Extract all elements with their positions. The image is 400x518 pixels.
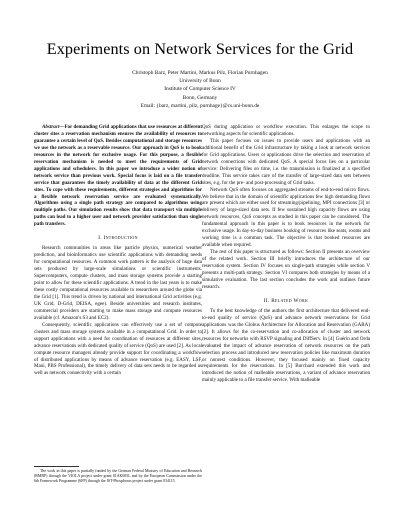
intro-paragraph-1: Research communities in areas like particle physics, numerical weather prediction, and bioinformatics use scientific applications with demanding needs for computational resources. A common work pattern is the analysis of huge data sets produced by large-scale simulations or scientific instruments. Supercomputers, compute clusters, and mass storage systems provide a starting point to allow for these scientific applications. A trend in the last years is to make these costly computational resources available to researchers around the globe via the Grid [1]. This trend is driven by national and international Grid activities (e.g. UK Grid, D-Grid, DEISA, egee). Beside universities and research institutes, commercial providers are starting to make mass storage and compute resources available (cf. Amazon's S3 and EC2). [34, 245, 202, 321]
paragraph-structure: The rest of this paper is structured as follows: Section II presents an overview of the related work. Section III briefly introduces the architecture of our reservation system. Section IV focuses on single-path strategies while section V presents a multi-path strategy. Section VI compares both strategies by means of a simulative evaluation. The last section concludes the work and outlines future research. [202, 249, 370, 290]
authors: Christoph Barz, Peter Martini, Markus Pilz, Florian Purnhagen [132, 70, 268, 76]
author-email: Email: {barz, martini, pilz, purnhage}@cs.uni-bonn.de [140, 102, 260, 109]
paper-title: Experiments on Network Services for the Grid [46, 40, 354, 58]
section-heading-introduction: I. Introduction [98, 235, 138, 242]
continued-paragraph: QoS during application or workflow execution. This enlarges the scope to networking aspects for scientific applications. [202, 124, 370, 137]
section-heading-related-work: II. Related Work [263, 297, 309, 304]
affiliation-university: University of Bonn [179, 78, 221, 85]
affiliation-institute: Institute of Computer Science IV [164, 86, 236, 93]
abstract-text: For demanding Grid applications that use resources at different cluster sites a reservation mechanism ensures the availability of resources to guarantee a certain level of QoS. Besides computational and storage resources we use the network as a reservable resource. Our approach in QoS is to book resources in the network for exclusive usage. For this purpose, a flexible reservation mechanism is needed to meet the requirements of Grid applications and schedulers. In this paper we introduce a wider notion of network service than previous work. Special focus is laid on a file transfer service that guarantees the timely availability of data at the different Grid sites. To cope with these requirements, different strategies and algorithms for a flexible network reservation service are evaluated systematically. Algorithms using a single path strategy are compared to algorithms using multiple paths. Our simulation results show that data transport via multiple paths can lead to a higher user and network provider satisfaction than single path transfers. [34, 124, 202, 228]
footnote-rule [34, 466, 79, 467]
footnote-text: The work in this paper is partially funded by the German Federal Ministry of Education and Research (BMBF) through the VIOLA project under grant 01AK605L and by the European Commission under the 6th Framework Programme (6FP) through the IST-Phosphorus project under grant 034115. [34, 469, 202, 484]
related-work-paragraph: To the best knowledge of the authors the first architecture that delivered end-to-end quality of service (QoS) and advance network reservations for Grid applications was the Globus Architecture for Allocation and Reservation (GARA) [2]. It allows for the co-reservation and co-allocation of cluster and network resources for networks with RSVP signaling and DiffServ. In [4] Guérin and Orda evaluated the impact of advance reservation of network resources on the path selection process and introduced new reservation policies like maximum duration or nonrest conditions. However, they focused mainly on fixed capacity requirements for the reservations. In [5] Burchard extended this work and introduced the notion of malleable reservations, a variant of advance reservation mainly applicable to a file transfer service. With malleable [202, 307, 370, 384]
abstract: Abstract—For demanding Grid applications that use resources at different cluster sites a reservation mechanism ensures the availability of resources to guarantee a certain level of QoS. Besides computational and storage resources we use the network as a reservable resource. Our approach in QoS is to book resources in the network for exclusive usage. For this purpose, a flexible reservation mechanism is needed to meet the requirements of Grid applications and schedulers. In this paper we introduce a wider notion of network service than previous work. Special focus is laid on a file transfer service that guarantees the timely availability of data at the different Grid sites. To cope with these requirements, different strategies and algorithms for a flexible network reservation service are evaluated systematically. Algorithms using a single path strategy are compared to algorithms using multiple paths. Our simulation results show that data transport via multiple paths can lead to a higher user and network provider satisfaction than single path transfers. [34, 124, 202, 228]
left-column [34, 124, 202, 377]
author-block [0, 69, 400, 110]
paragraph-network-qos: Network QoS often focuses on aggregated streams of end-to-end micro flows. We believe that in the domain of scientific applications few high demanding flows are present which are either used for streaming/pipelining, MPI connections [3] or delivery of large-sized data sets. If few sustained high capacity flows are using network resources, QoS concepts as studied in this paper can be considered. The fundamental approach in this paper is to book resources in the network for exclusive usage. In day-to-day business booking of resources like seats, rooms and working time is a common task. The objective is that booked resources are available when required. [202, 186, 370, 249]
affiliation-location: Bonn, Germany [182, 94, 218, 101]
footnote [34, 466, 202, 484]
right-column [202, 124, 370, 384]
abstract-label: Abstract [42, 124, 60, 130]
paragraph-network-services: This paper focuses on issues to provide users and applications with an additional benefit of the Grid infrastructure by taking a look at network services for Grid applications. Users or applications drive the selection and reservation of network connections with dedicated QoS. A special focus lies on a particular service: Delivering files on time, i.e. the transmission is finalized at a specified deadline. This service takes care of the transfer of large-sized data sets between sites, e.g. for the pre- and post-processing of Grid tasks. [202, 137, 370, 186]
intro-paragraph-2: Consequently, scientific applications can effectively use a set of compute clusters and mass storage systems available in a computational Grid. In order to support applications with a need for coordination of resources at different sites, advance reservations with dedicated quality of service (QoS) are used [2]. As local compute resource managers already provide support for coordinating a workflow of distributed applications by means of advance reservation (e.g. EASY, LSF, Maui, PBS Professional), the timely delivery of data sets needs to be regarded as well as network connectivity with a certain [34, 321, 202, 377]
